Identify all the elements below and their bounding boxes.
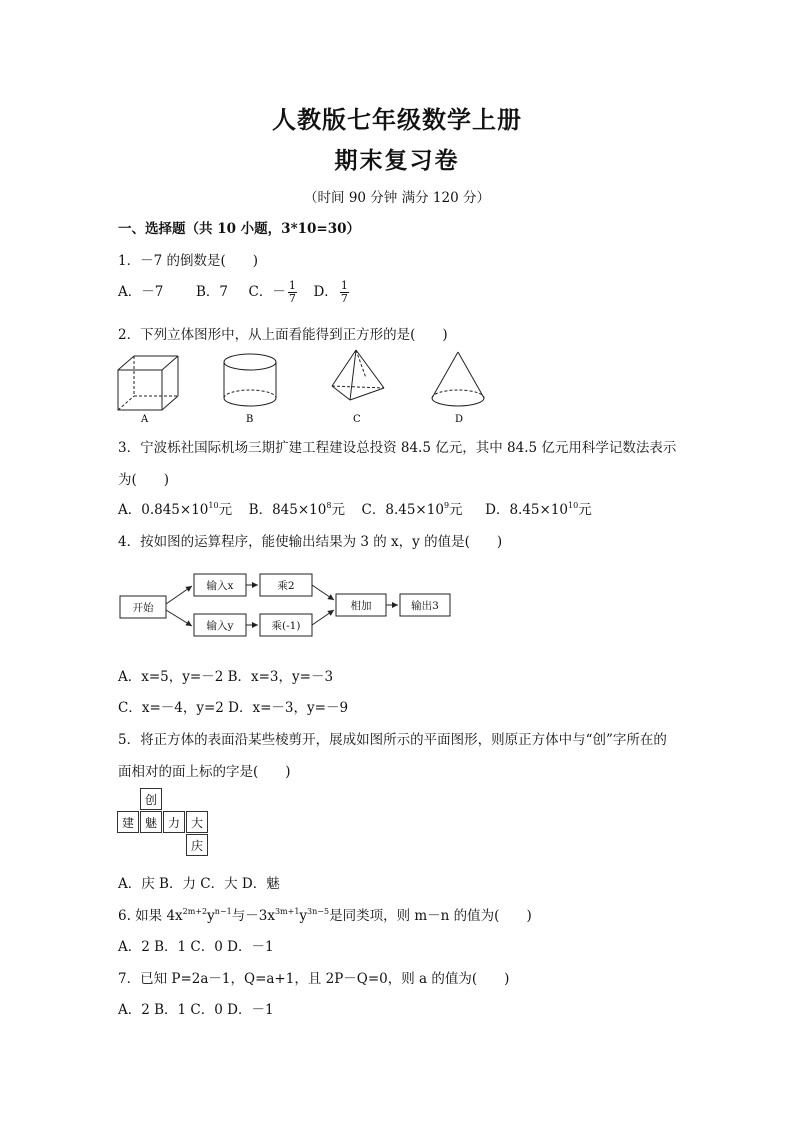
- q1-option-b: B．7: [195, 284, 228, 300]
- question-7-options: A．2 B．1 C．0 D．－1: [118, 1002, 274, 1018]
- question-2-stem: 2．下列立体图形中，从上面看能得到正方形的是( ): [118, 327, 448, 343]
- net-cell-bottom: 庆: [186, 834, 208, 856]
- question-4-options-line1: A．x=5，y=－2 B．x=3，y=－3: [118, 669, 334, 685]
- net-cell-2: 魅: [140, 811, 162, 833]
- question-3-line1: 3．宁波栎社国际机场三期扩建工程建设总投资 84.5 亿元，其中 84.5 亿元用科学记数法表示: [118, 440, 677, 456]
- question-7-stem: 7．已知 P=2a－1，Q=a+1，且 2P－Q=0，则 a 的值为( ): [118, 971, 510, 987]
- q1-option-c: C．－: [248, 284, 286, 300]
- document-title: 人教版七年级数学上册: [272, 105, 522, 134]
- question-6-stem: 6. 如果 $4x^{2m+2}y^{n-1}$与$-3x^{3m+1}y^{3n-5}$是同类项，则 m－n 的值为( ): [118, 907, 532, 924]
- figure-label-a: A: [141, 414, 149, 425]
- pyramid-figure: [332, 350, 384, 400]
- cube-figure: [118, 356, 178, 410]
- q1-option-d: D．: [313, 284, 338, 300]
- cylinder-figure: [224, 354, 276, 406]
- flow-multiply-neg1: 乘(-1): [271, 620, 301, 632]
- document-subtitle: 期末复习卷: [334, 147, 460, 174]
- q1-fraction-c: $\frac{1}{7}$: [288, 279, 296, 305]
- solid-figures: [110, 348, 490, 428]
- question-5-line2: 面相对的面上标的字是( ): [118, 764, 291, 780]
- figure-label-c: C: [353, 414, 361, 425]
- question-5-options: A．庆 B．力 C．大 D．魅: [118, 876, 280, 892]
- question-5-line1: 5．将正方体的表面沿某些棱剪开，展成如图所示的平面图形，则原正方体中与“创”字所在的: [118, 732, 667, 748]
- flow-output: 输出3: [411, 600, 439, 612]
- question-4-stem: 4．按如图的运算程序，能使输出结果为 3 的 x，y 的值是( ): [118, 534, 503, 550]
- flow-chart: [110, 566, 460, 648]
- q1-fraction-d: $\frac{1}{7}$: [340, 279, 348, 305]
- question-6-options: A．2 B．1 C．0 D．－1: [118, 939, 274, 955]
- flow-start: 开始: [132, 602, 154, 614]
- q3-option-c: C．$8.45\times 10^9$元: [361, 501, 463, 518]
- flow-multiply-2: 乘2: [277, 580, 295, 592]
- cone-figure: [432, 352, 484, 406]
- q3-option-d: D．$8.45\times 10^{10}$元: [485, 501, 592, 518]
- net-cell-top: 创: [140, 788, 162, 810]
- question-3-line2: 为( ): [118, 472, 170, 488]
- flow-add: 相加: [350, 600, 372, 612]
- question-3-options: [118, 498, 592, 518]
- figure-label-b: B: [246, 414, 254, 425]
- q3-option-b: B．$845\times 10^8$元: [248, 501, 345, 518]
- flow-input-x: 输入x: [206, 580, 234, 592]
- section-heading: 一、选择题（共 10 小题，3*10=30）: [118, 221, 361, 237]
- net-cell-4: 大: [186, 811, 208, 833]
- figure-label-d: D: [455, 414, 464, 425]
- exam-meta: （时间 90 分钟 满分 120 分）: [304, 190, 490, 206]
- net-cell-3: 力: [163, 811, 185, 833]
- question-1-options: [118, 280, 351, 305]
- question-1-stem: 1．－7 的倒数是( ): [118, 253, 259, 269]
- q3-option-a: A．$0.845\times 10^{10}$元: [118, 501, 233, 518]
- flow-input-y: 输入y: [206, 620, 234, 632]
- q1-option-a: A．－7: [118, 284, 164, 300]
- net-cell-1: 建: [117, 811, 139, 833]
- cube-net: [117, 788, 209, 858]
- question-4-options-line2: C．x=－4，y=2 D．x=－3，y=－9: [118, 700, 349, 716]
